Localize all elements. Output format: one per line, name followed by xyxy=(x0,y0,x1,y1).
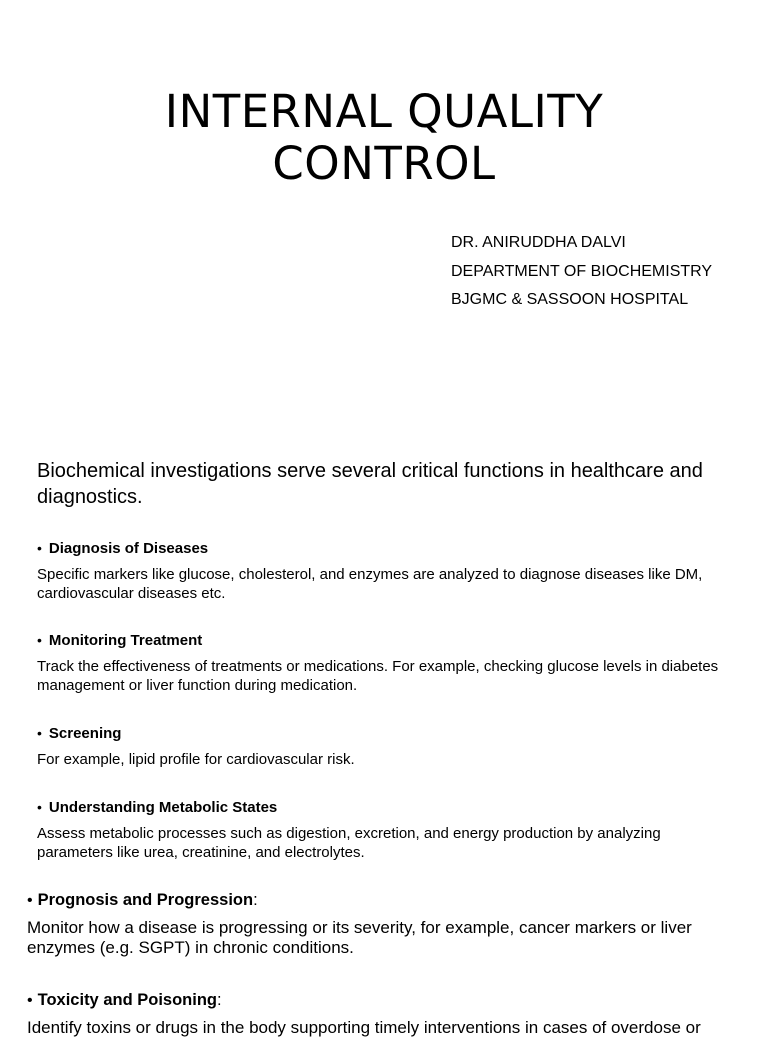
bullet-icon: • xyxy=(37,725,42,741)
section-heading xyxy=(37,797,727,818)
section-body: Assess metabolic processes such as digestion, excretion, and energy production by analyzing parameters like urea, creatinine, and electrolytes. xyxy=(37,825,661,861)
title-line-1: INTERNAL QUALITY xyxy=(164,85,604,138)
section-body: Monitor how a disease is progressing or its severity, for example, cancer markers or liver enzymes (e.g. SGPT) in chronic conditions. xyxy=(27,918,692,957)
section-heading-text: Prognosis and Progression xyxy=(37,891,254,909)
section-heading xyxy=(37,723,727,744)
section-body: Specific markers like glucose, cholesterol, and enzymes are analyzed to diagnose diseases like DM, cardiovascular diseases etc. xyxy=(37,566,703,602)
section-heading-text: Toxicity and Poisoning xyxy=(37,991,217,1009)
bullet-icon: • xyxy=(27,892,33,909)
section-body: For example, lipid profile for cardiovascular risk. xyxy=(37,751,355,768)
section-heading-text: Diagnosis of Diseases xyxy=(48,540,209,557)
author-institution: BJGMC & SASSOON HOSPITAL xyxy=(451,291,689,309)
section-heading xyxy=(37,630,727,651)
section-body: Track the effectiveness of treatments or medications. For example, checking glucose levels in diabetes management or liver function during medication. xyxy=(37,658,719,694)
bullet-icon: • xyxy=(37,540,42,556)
section-metabolic xyxy=(37,797,727,862)
section-prognosis xyxy=(27,889,737,958)
author-name: DR. ANIRUDDHA DALVI xyxy=(451,234,626,251)
bullet-icon: • xyxy=(37,799,42,815)
section-toxicity xyxy=(27,989,737,1038)
section-heading-text: Monitoring Treatment xyxy=(48,632,203,649)
section-heading xyxy=(27,889,737,912)
section-heading xyxy=(27,989,737,1012)
section-heading xyxy=(37,538,727,559)
author-block xyxy=(451,229,712,315)
title-line-2: CONTROL xyxy=(272,137,496,190)
page-title xyxy=(0,86,768,190)
bullet-icon: • xyxy=(27,992,33,1009)
intro-paragraph: Biochemical investigations serve several critical functions in healthcare and diagnostics. xyxy=(37,460,703,508)
section-screening xyxy=(37,723,727,769)
section-monitoring xyxy=(37,630,727,695)
heading-colon: : xyxy=(253,891,258,909)
section-diagnosis xyxy=(37,538,727,603)
heading-colon: : xyxy=(216,991,222,1009)
author-department: DEPARTMENT OF BIOCHEMISTRY xyxy=(451,262,713,280)
section-body: Identify toxins or drugs in the body supporting timely interventions in cases of overdose or xyxy=(27,1018,701,1037)
section-heading-text: Screening xyxy=(48,725,122,742)
bullet-icon: • xyxy=(37,632,42,648)
section-heading-text: Understanding Metabolic States xyxy=(48,799,278,816)
